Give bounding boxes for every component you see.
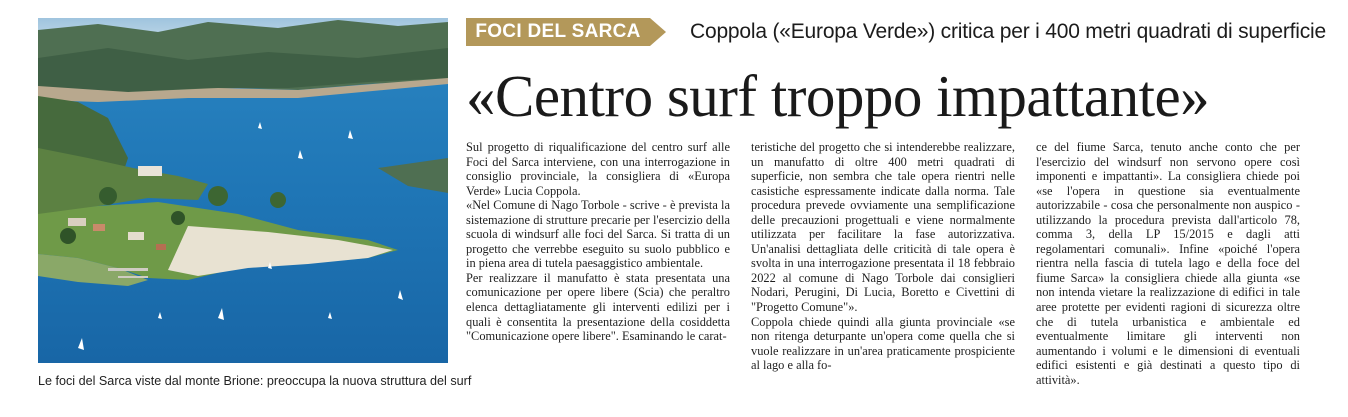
article-column-3 [1036, 140, 1300, 402]
tag-arrow-icon [650, 18, 666, 46]
headline: «Centro surf troppo impattante» [466, 63, 1210, 129]
article-column-1 [466, 140, 730, 402]
lake-photo-illustration [38, 18, 448, 363]
paragraph: Sul progetto di riqualificazione del centro surf alle Foci del Sarca interviene, con una interrogazione in consiglio provinciale, la consigliera di «Europa Verde» Lucia Coppola. [466, 140, 730, 198]
paragraph: teristiche del progetto che si intenderebbe realizzare, un manufatto di oltre 400 metri quadrati di superficie, non sembra che tale opera rientri nelle casistiche espressamente indicate dalla norma. Tale procedura prevede ovviamente una semplificazione delle precauzioni progettuali e viene normalmente utilizzata per facilitare la fase autorizzativa. Un'analisi dettagliata delle criticità di tale opera è svolta in una interrogazione presentata il 18 febbraio 2022 al comune di Nago Torbole dai consiglieri Nodari, Perugini, Di Lucia, Boretto e Civettini di "Progetto Comune"». [751, 140, 1015, 315]
paragraph: «Nel Comune di Nago Torbole - scrive - è prevista la sistemazione di strutture precarie per l'esercizio della scuola di windsurf alle foci del Sarca. Si tratta di un progetto che verrebbe eseguito su suolo pubblico e in piena area di tutela paesaggistico ambientale. [466, 198, 730, 271]
photo-caption: Le foci del Sarca viste dal monte Brione: preoccupa la nuova struttura del surf [38, 374, 472, 388]
subheadline: Coppola («Europa Verde») critica per i 400 metri quadrati di superficie [690, 20, 1326, 43]
paragraph: Coppola chiede quindi alla giunta provinciale «se non ritenga deturpante un'opera come quella che si vuole realizzare in un'area praticamente prospiciente al lago e alla fo- [751, 314, 1015, 373]
paragraph: ce del fiume Sarca, tenuto anche conto che per l'esercizio del windsurf non servono opere così imponenti e impattanti». La consigliera chiede poi «se l'opera in questione sia eventualmente autorizzabile - cosa che personalmente non auspico - utilizzando la procedura prevista dall'articolo 78, comma 3, della LP 15/2015 e dagli atti regolamentari comunali». Infine «poiché l'opera rientra nella fascia di tutela lago e della foce del fiume Sarca» la consigliera chiede alla giunta «se non intenda vietare la realizzazione di edifici in tale aree protette per evidenti ragioni di sicurezza oltre che di tutela urbanistica e ambientale ed eventualmente limitare gli interventi non aumentando i volumi e le dimensioni di eventuali edifici esistenti e già destinati a questo tipo di attività». [1036, 140, 1300, 387]
paragraph: Per realizzare il manufatto è stata presentata una comunicazione per opere libere (Scia) che peraltro elenca dettagliatamente gli interventi edilizi per i quali è consentita la presentazione della cosiddetta "Comunicazione opere libere". Esaminando le carat- [466, 270, 730, 344]
section-tag: FOCI DEL SARCA [466, 18, 650, 46]
kicker-row [466, 17, 1326, 47]
article-column-2 [751, 140, 1015, 402]
article-photo [38, 18, 448, 363]
